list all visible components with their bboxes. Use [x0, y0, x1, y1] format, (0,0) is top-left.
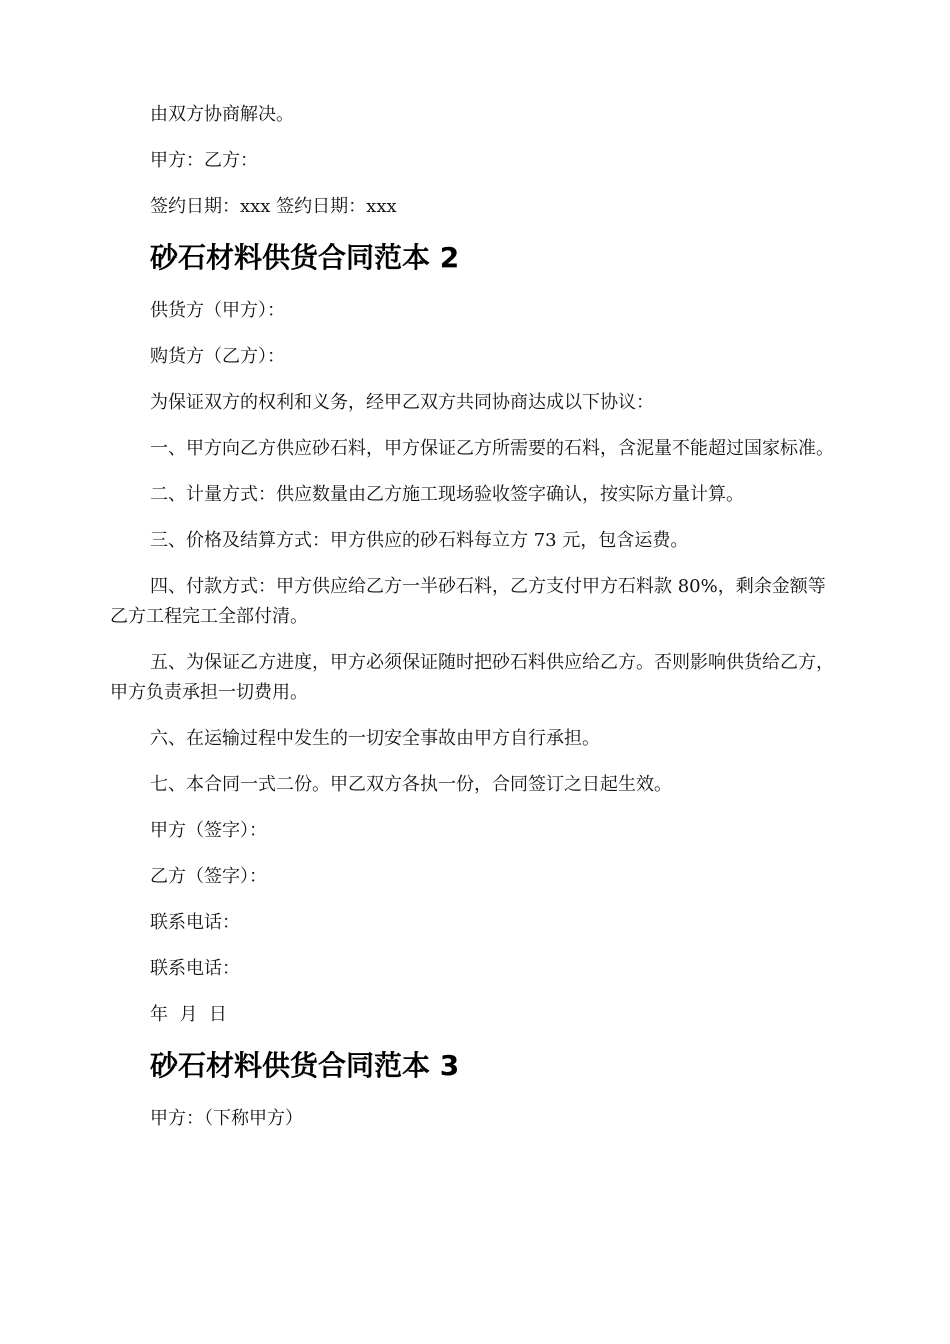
paragraph: 一、甲方向乙方供应砂石料，甲方保证乙方所需要的石料，含泥量不能超过国家标准。 — [150, 438, 834, 459]
paragraph: 四、付款方式：甲方供应给乙方一半砂石料，乙方支付甲方石料款 80%，剩余金额等乙方工程完工全部付清。 — [110, 576, 826, 627]
paragraph: 联系电话： — [150, 912, 240, 933]
section-heading-3: 砂石材料供货合同范本 3 — [150, 1049, 460, 1082]
paragraph: 甲方（签字）： — [150, 820, 267, 841]
paragraph: 购货方（乙方）： — [150, 346, 285, 367]
paragraph: 七、本合同一式二份。甲乙双方各执一份，合同签订之日起生效。 — [150, 774, 672, 795]
paragraph: 二、计量方式：供应数量由乙方施工现场验收签字确认，按实际方量计算。 — [150, 484, 744, 505]
paragraph: 甲方：乙方： — [150, 150, 258, 171]
paragraph: 签约日期：xxx 签约日期：xxx — [150, 196, 397, 217]
paragraph: 甲方：（下称甲方） — [150, 1108, 303, 1129]
document-body — [110, 100, 840, 1150]
paragraph: 六、在运输过程中发生的一切安全事故由甲方自行承担。 — [150, 728, 600, 749]
paragraph: 由双方协商解决。 — [150, 104, 294, 125]
paragraph: 联系电话： — [150, 958, 240, 979]
paragraph: 五、为保证乙方进度，甲方必须保证随时把砂石料供应给乙方。否则影响供货给乙方，甲方负责承担一切费用。 — [110, 652, 834, 703]
paragraph: 供货方（甲方）： — [150, 300, 285, 321]
paragraph: 为保证双方的权利和义务，经甲乙双方共同协商达成以下协议： — [150, 392, 654, 413]
paragraph: 三、价格及结算方式：甲方供应的砂石料每立方 73 元，包含运费。 — [150, 530, 689, 551]
paragraph: 年 月 日 — [150, 1004, 227, 1025]
section-heading-2: 砂石材料供货合同范本 2 — [150, 241, 460, 274]
paragraph: 乙方（签字）： — [150, 866, 267, 887]
